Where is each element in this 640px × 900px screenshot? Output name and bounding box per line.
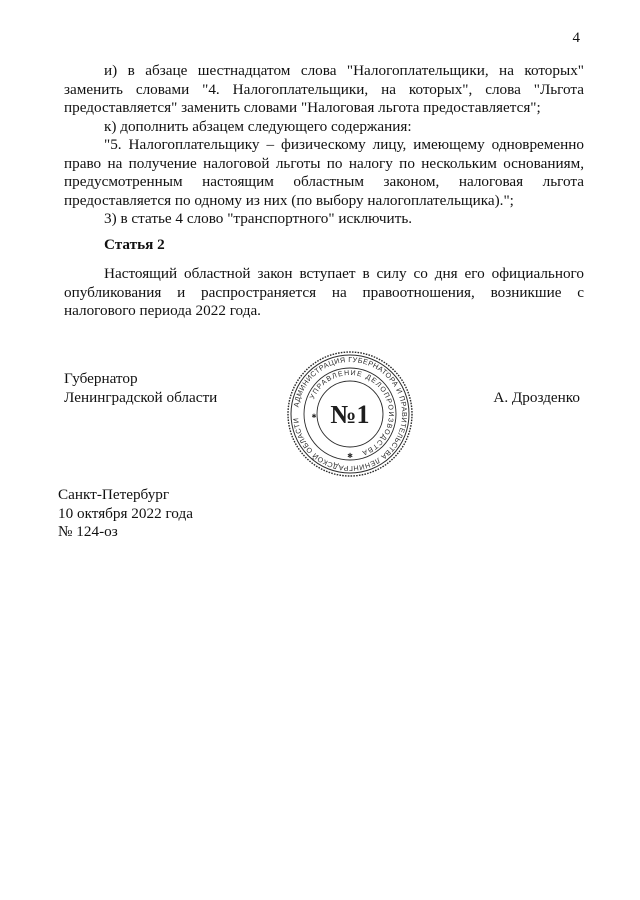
signer-position-line2: Ленинградской области — [64, 388, 218, 406]
paragraph-item-k: к) дополнить абзацем следующего содержания: — [104, 117, 412, 135]
page-number: 4 — [572, 30, 580, 46]
signer-position — [64, 370, 217, 407]
article-text: Настоящий областной закон вступает в силу со дня его официального опубликования и распространяется на правоотношения, возникшие с налогового периода 2022 года. — [64, 265, 584, 319]
paragraph-quote-5: "5. Налогоплательщику – физическому лицу, имеющему одновременно право на получение налоговой льготы по налогу по нескольким основаниям, предусмотренным настоящим областным законом, налоговая льгота предоставляется по одному из них (по выбору налогоплательщика)."; — [64, 136, 584, 209]
place-date-block — [58, 486, 193, 542]
official-seal — [286, 350, 414, 478]
amendments-text — [64, 62, 584, 229]
article-heading: Статья 2 — [104, 236, 165, 253]
law-date: 10 октября 2022 года — [58, 504, 193, 522]
city: Санкт-Петербург — [58, 486, 170, 503]
paragraph-item-3: 3) в статье 4 слово "транспортного" исключить. — [104, 210, 413, 227]
signer-position-line1: Губернатор — [64, 370, 138, 387]
signer-name: А. Дрозденко — [493, 389, 580, 406]
seal-inner-text: УПРАВЛЕНИЕ ДЕЛОПРОИЗВОДСТВА — [309, 369, 395, 457]
seal-star-left-icon: ✱ — [311, 414, 317, 420]
law-number: № 124-оз — [58, 523, 118, 540]
seal-star-icon: ✱ — [347, 452, 353, 460]
seal-outer-text: АДМИНИСТРАЦИЯ ГУБЕРНАТОРА И ПРАВИТЕЛЬСТВА ЛЕНИНГРАДСКОЙ ОБЛАСТИ — [291, 354, 410, 474]
paragraph-item-i: и) в абзаце шестнадцатом слова "Налогоплательщики, на которых" заменить словами "4. Налогоплательщики, на которых", слова "Льгота предоставляется" заменить словами "Налоговая льгота предоставляется"; — [64, 62, 584, 116]
seal-number: №1 — [330, 400, 370, 429]
